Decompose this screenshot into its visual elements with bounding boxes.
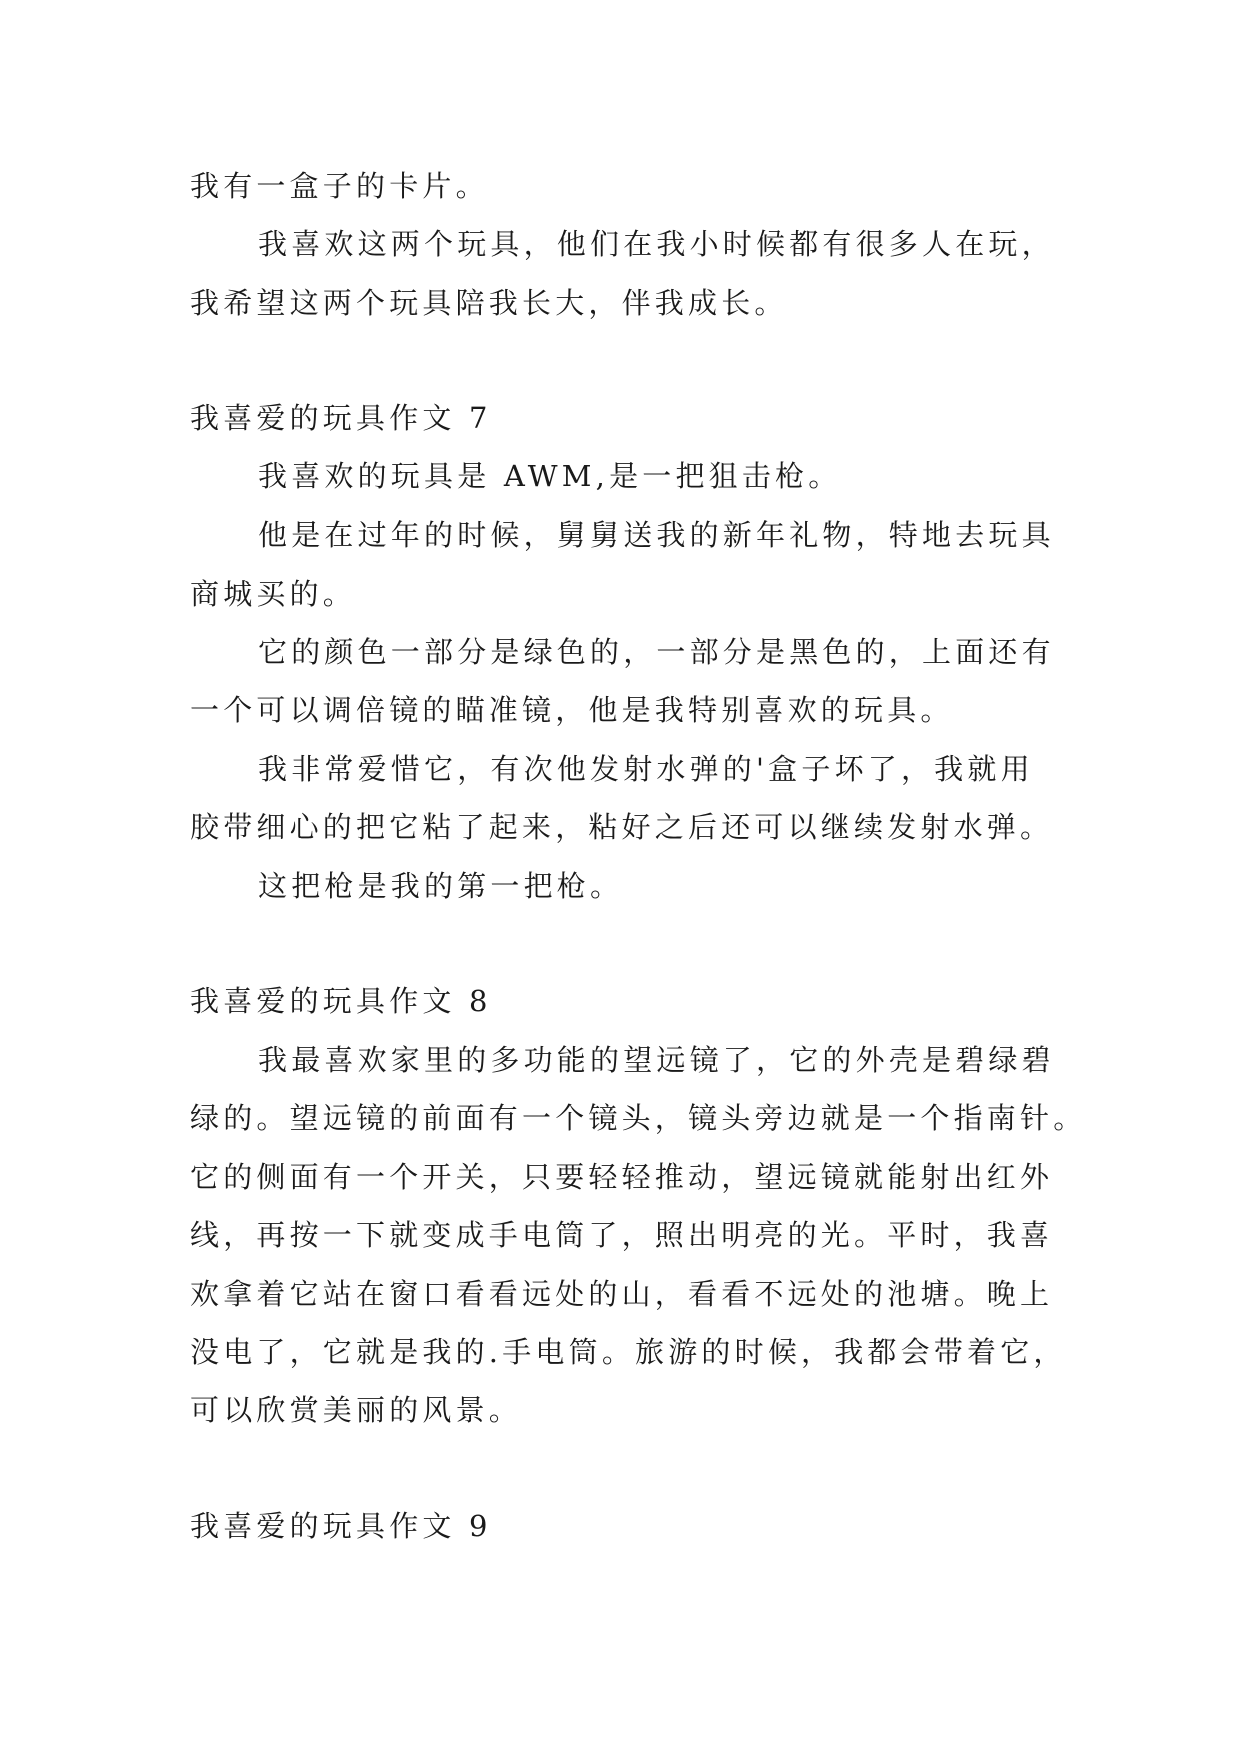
section-heading: 我喜爱的玩具作文 7	[190, 401, 492, 435]
text-line: 欢拿着它站在窗口看看远处的山，看看不远处的池塘。晚上	[190, 1277, 1054, 1311]
text-line: 它的颜色一部分是绿色的，一部分是黑色的，上面还有	[258, 635, 1055, 669]
text-line: 一个可以调倍镜的瞄准镜，他是我特别喜欢的玩具。	[190, 693, 954, 727]
text-line: 他是在过年的时候，舅舅送我的新年礼物，特地去玩具	[258, 518, 1055, 552]
text-line: 绿的。望远镜的前面有一个镜头，镜头旁边就是一个指南针。	[190, 1101, 1087, 1135]
text-line: 我喜欢的玩具是 AWM,是一把狙击枪。	[258, 459, 842, 493]
text-line: 这把枪是我的第一把枪。	[258, 869, 624, 903]
text-line: 商城买的。	[190, 577, 357, 611]
section-heading: 我喜爱的玩具作文 9	[190, 1509, 492, 1543]
text-line: 我非常爱惜它，有次他发射水弹的'盒子坏了，我就用	[258, 752, 1034, 786]
text-line: 我喜欢这两个玩具，他们在我小时候都有很多人在玩，	[258, 227, 1055, 261]
text-line: 线，再按一下就变成手电筒了，照出明亮的光。平时，我喜	[190, 1218, 1054, 1252]
section-heading: 我喜爱的玩具作文 8	[190, 984, 492, 1018]
text-line: 没电了，它就是我的.手电筒。旅游的时候，我都会带着它，	[190, 1335, 1067, 1369]
text-line: 胶带细心的把它粘了起来，粘好之后还可以继续发射水弹。	[190, 810, 1054, 844]
text-line: 我最喜欢家里的多功能的望远镜了，它的外壳是碧绿碧	[258, 1043, 1055, 1077]
text-line: 我有一盒子的卡片。	[190, 169, 489, 203]
text-line: 它的侧面有一个开关，只要轻轻推动，望远镜就能射出红外	[190, 1160, 1054, 1194]
text-line: 我希望这两个玩具陪我长大，伴我成长。	[190, 286, 788, 320]
text-line: 可以欣赏美丽的风景。	[190, 1393, 523, 1427]
